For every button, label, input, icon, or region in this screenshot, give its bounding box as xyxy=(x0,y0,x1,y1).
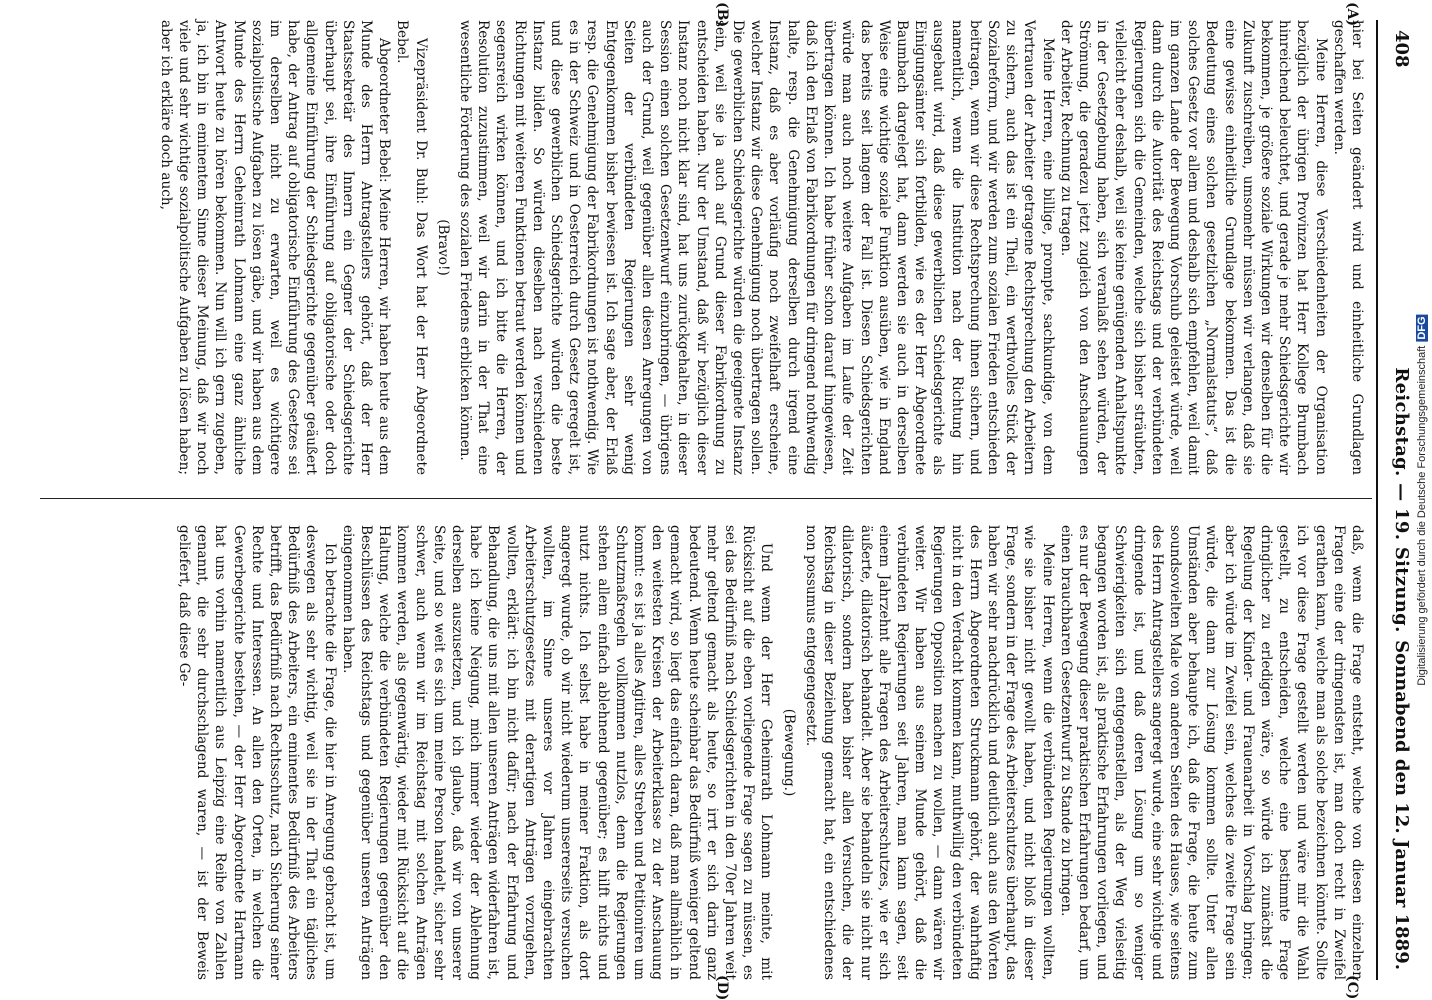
digitization-stamp-text xyxy=(1416,314,1428,685)
paragraph: Meine Herren, eine billige, prompte, sachkundige, von dem Vertrauen der Arbeiter getragene Rechtsprechung den Arbeitern zu sichern, auch das ist ein Theil, ein werthvolles Stück der Sozialreform, und wir werden zum sozialen Frieden entschieden beitragen, wenn wir diese Rechtsprechung ihnen sichern, und namentlich, wenn die Institution nach der Richtung hin ausgebaut wird, daß diese gewerblichen Schiedsgerichte als Einigungsämter sich fortbilden, wie es der Herr Abgeordnete Baumbach dargelegt hat, dann werden sie auch in derselben Weise eine wichtige soziale Funktion ausüben, wie in England das bereits seit langem der Fall ist. Diesen Schiedsgerichten würde man auch noch weitere Aufgaben im Laufe der Zeit übertragen können. Ich habe früher schon darauf hingewiesen, daß ich den Erlaß von Fabrikordnungen für dringend nothwendig halte, resp. die Genehmigung derselben durch irgend eine Instanz, daß es aber vorläufig noch zweifelhaft erscheine, welcher Instanz wir diese Genehmigung noch übertragen sollen. Die gewerblichen Schiedsgerichte würden die geeignete Instanz sein, weil sie ja auch auf Grund dieser Fabrikordnung zu entscheiden haben. Nur der Umstand, daß wir bezüglich dieser Instanz noch nicht klar sind, hat uns zurückgehalten, in dieser Session einen solchen Gesetzentwurf einzubringen, — übrigens auch der Grund, weil gegenüber allen diesen Anregungen von Seiten der verbündeten Regierungen sehr wenig Entgegenkommen bisher bewiesen ist. Ich sage aber, der Erlaß resp. die Genehmigung der Fabrikordnungen ist nothwendig. Wie es in der Schweiz und in Oesterreich durch Gesetz geregelt ist, und diese gewerblichen Schiedsgerichte würden die beste Instanz bilden. So würden dieselben nach verschiedenen Richtungen mit weiteren Funktionen betraut werden können und segensreich wirken können, und ich bitte die Herren, der Resolution zuzustimmen, weil wir darin in der That eine wesentliche Förderung des sozialen Friedens erblicken können. xyxy=(457,20,1056,475)
margin-marker-b: (B) xyxy=(714,2,730,28)
right-column xyxy=(40,525,1366,980)
margin-marker-a: (A) xyxy=(1344,2,1360,27)
speaker-paragraph: Vizepräsident Dr. Buhl: Das Wort hat der Herr Abgeordnete Bebel. xyxy=(394,20,429,475)
paragraph: Und wenn der Herr Geheimrath Lohmann meinte, mit Rücksicht auf die eben vorliegende Frage sagen zu müssen, es sei das Bedürfniß nach Schiedsgerichten in den 70er Jahren weit mehr geltend gemacht als heute, so irrt er sich darin ganz bedeutend. Wenn heute scheinbar das Bedürfniß weniger geltend gemacht wird, so liegt das einfach daran, daß man allmählich in den weitesten Kreisen der Arbeiterklasse zu der Anschauung kommt: es ist ja alles Agitiren, alles Streben und Petitioniren um Schutzmaßregeln vollkommen nutzlos, denn die Regierungen stehen allem einfach ablehnend gegenüber; es hilft nichts und nutzt nichts. Ich selbst habe in meiner Fraktion, als dort angeregt wurde, ob wir nicht wiederum unsererseits versuchen wollten, im Sinne unseres vor Jahren eingebrachten Arbeiterschutzgesetzes mit derartigen Anträgen vorzugehen, wollten, erklärt: ich bin nicht dafür; nach der Erfahrung und Behandlung, die uns mit allen unseren Anträgen widerfahren ist, habe ich keine Neigung, mich immer wieder der Ablehnung derselben auszusetzen, und ich glaube, daß wir von unserer Seite, und so weit es sich um meine Person handelt, sicher sehr schwer, auch wenn wir im Reichstag mit solchen Anträgen kommen werden, als gegenwärtig, wieder mit Rücksicht auf die Haltung, welche die verbündeten Regierungen gegenüber den Beschlüssen des Reichstags und gegenüber unseren Anträgen eingenommen haben. xyxy=(339,525,775,980)
scanned-page xyxy=(40,0,1420,1000)
paragraph: daß, wenn die Frage entsteht, welche von diesen einzelnen Fragen eine der dringendsten ist, man doch recht in Zweifel gerathen kann, welche man als solche bezeichnen könnte. Sollte ich vor diese Frage gestellt werden und wäre mir die Wahl gestellt, zu entscheiden, welche eine bestimmte Frage dringlicher zu erledigen wäre, so würde ich zunächst die Regelung der Kinder- und Frauenarbeit in Vorschlag bringen; aber ich würde im Zweifel sein, welches die zweite Frage sein würde, die dann zur Lösung kommen sollte. Unter allen Umständen aber behaupte ich, daß die Frage, die heute zum soundsovielten Male von anderen Seiten des Hauses, wie seitens des Herrn Antragstellers angeregt wurde, eine sehr wichtige und dringende ist, und daß deren Lösung um so weniger Schwierigkeiten sich entgegenstellen, als der Weg vielseitig begangen worden ist, als praktische Erfahrungen vorliegen, und es nur der Bewegung dieser praktischen Erfahrungen bedarf, um einen brauchbaren Gesetzentwurf zu Stande zu bringen. xyxy=(1057,525,1365,980)
applause-note: (Bravo!) xyxy=(434,219,451,276)
margin-marker-d: (D) xyxy=(714,975,730,1000)
paragraph: Meine Herren, diese Verschiedenheiten der Organisation bezüglich der übrigen Provinzen hat Herr Kollege Brumbach hinreichend beleuchtet, und gerade je mehr Schiedsgerichte wir bekommen, je größere soziale Wirkungen wir denselben für die Zukunft zuschreiben, umsomehr müssen wir verlangen, daß sie eine gewisse einheitliche Grundlage bekommen. Das ist die Bedeutung eines solchen gesetzlichen „Normalstatuts“, daß solches Gesetz vor allem und deshalb sich empfehlen, weil damit im ganzen Lande der Bewegung Vorschub geleistet würde, weil dann durch die Autorität des Reichstags und der verbündeten Regierungen sich die Gemeinden, welche sich bisher sträubten, vielleicht eher deshalb, weil sie keine genügenden Anhaltspunkte in der Gesetzgebung haben, sich veranlaßt sehen würden, der Strömung, die geradezu jetzt zugleich von den Anschauungen der Arbeiter, Rechnung zu tragen. xyxy=(1057,20,1329,475)
movement-note: (Bewegung.) xyxy=(780,708,797,797)
speaker-paragraph: Abgeordneter Bebel: Meine Herren, wir haben heute aus dem Munde des Herrn Antragstellers gehört, daß der Herr Staatssekretär des Innern ein Gegner der Schiedsgerichte überhaupt sei, ihre Einführung auf obligatorische oder doch allgemeine Einführung der Schiedsgerichte gegenüber geäußert habe, der Antrag auf obligatorische Einführung des Gesetzes sei im derselben nicht zu erwarten, weil es wichtigere sozialpolitische Aufgaben zu lösen gäbe, und wir haben aus dem Munde des Herrn Geheimrath Lohmann eine ganz ähnliche Antwort heute zu hören bekommen. Nun will ich gern zugeben, ja, ich bin in eminentem Sinne dieser Meinung, daß wir noch viele und sehr wichtige sozialpolitische Aufgaben zu lösen haben; aber ich erkläre doch auch, xyxy=(157,20,393,475)
digitization-stamp xyxy=(1412,0,1432,1000)
column-divider xyxy=(40,498,1372,499)
session-date: Sonnabend den 12. Januar 1889. xyxy=(1391,640,1412,970)
stamp-caption: Digitalisierung gefördert durch die Deutsche Forschungsgemeinschaft xyxy=(1416,345,1428,686)
paragraph: Ich betrachte die Frage, die hier in Anregung gebracht ist, um deswegen als sehr wichtig, weil sie in der That ein tägliches Bedürfniß des Arbeiters, ein eminentes Bedürfniß des Arbeiters betrifft, das Bedürfniß nach Rechtsschutz, nach Sicherung seiner Rechte und Interessen. An allen den Orten, in welchen die Gewerbegerichte bestehen, — der Herr Abgeordnete Hartmann hat uns vorhin namentlich aus Leipzig eine Reihe von Zahlen genannt, die sehr durchschlagend waren, — ist der Beweis geliefert, daß diese Ge- xyxy=(176,525,338,980)
paragraph: Meine Herren, wenn die verbündeten Regierungen wollten, wie sie bisher nicht gewollt haben, und nicht bloß in dieser Frage, sondern in der Frage des Arbeiterschutzes überhaupt, das haben wir sehr nachdrücklich und deutlich auch aus den Worten des Herrn Abgeordneten Struckmann gehört, der wahrhaftig nicht in den Verdacht kommen kann, muthwillig den verbündeten Regierungen Opposition machen zu wollen, — dann wären wir weiter. Wir haben aus seinem Munde gehört, daß die verbündeten Regierungen seit Jahren, man kann sagen, seit einem Jahrzehnt alle Fragen des Arbeiterschutzes, wie er sich äußerte, dilatorisch behandelt. Aber sie behandeln sie nicht nur dilatorisch, sondern haben bisher allen Versuchen, die der Reichstag in dieser Beziehung gemacht hat, ein entschiedenes non possumus entgegengesetzt. xyxy=(802,525,1056,980)
dfg-logo-icon: DFG xyxy=(1416,316,1428,340)
header-rule xyxy=(1376,20,1378,980)
margin-marker-c: (C) xyxy=(1344,975,1360,1000)
paragraph: hier bei Seiten geändert wird und einheitliche Grundlagen geschaffen werden. xyxy=(1330,20,1365,475)
running-title: Reichstag. — 19. Sitzung. xyxy=(1391,367,1412,633)
left-column xyxy=(40,20,1366,475)
page-number: 408 xyxy=(1391,30,1412,68)
